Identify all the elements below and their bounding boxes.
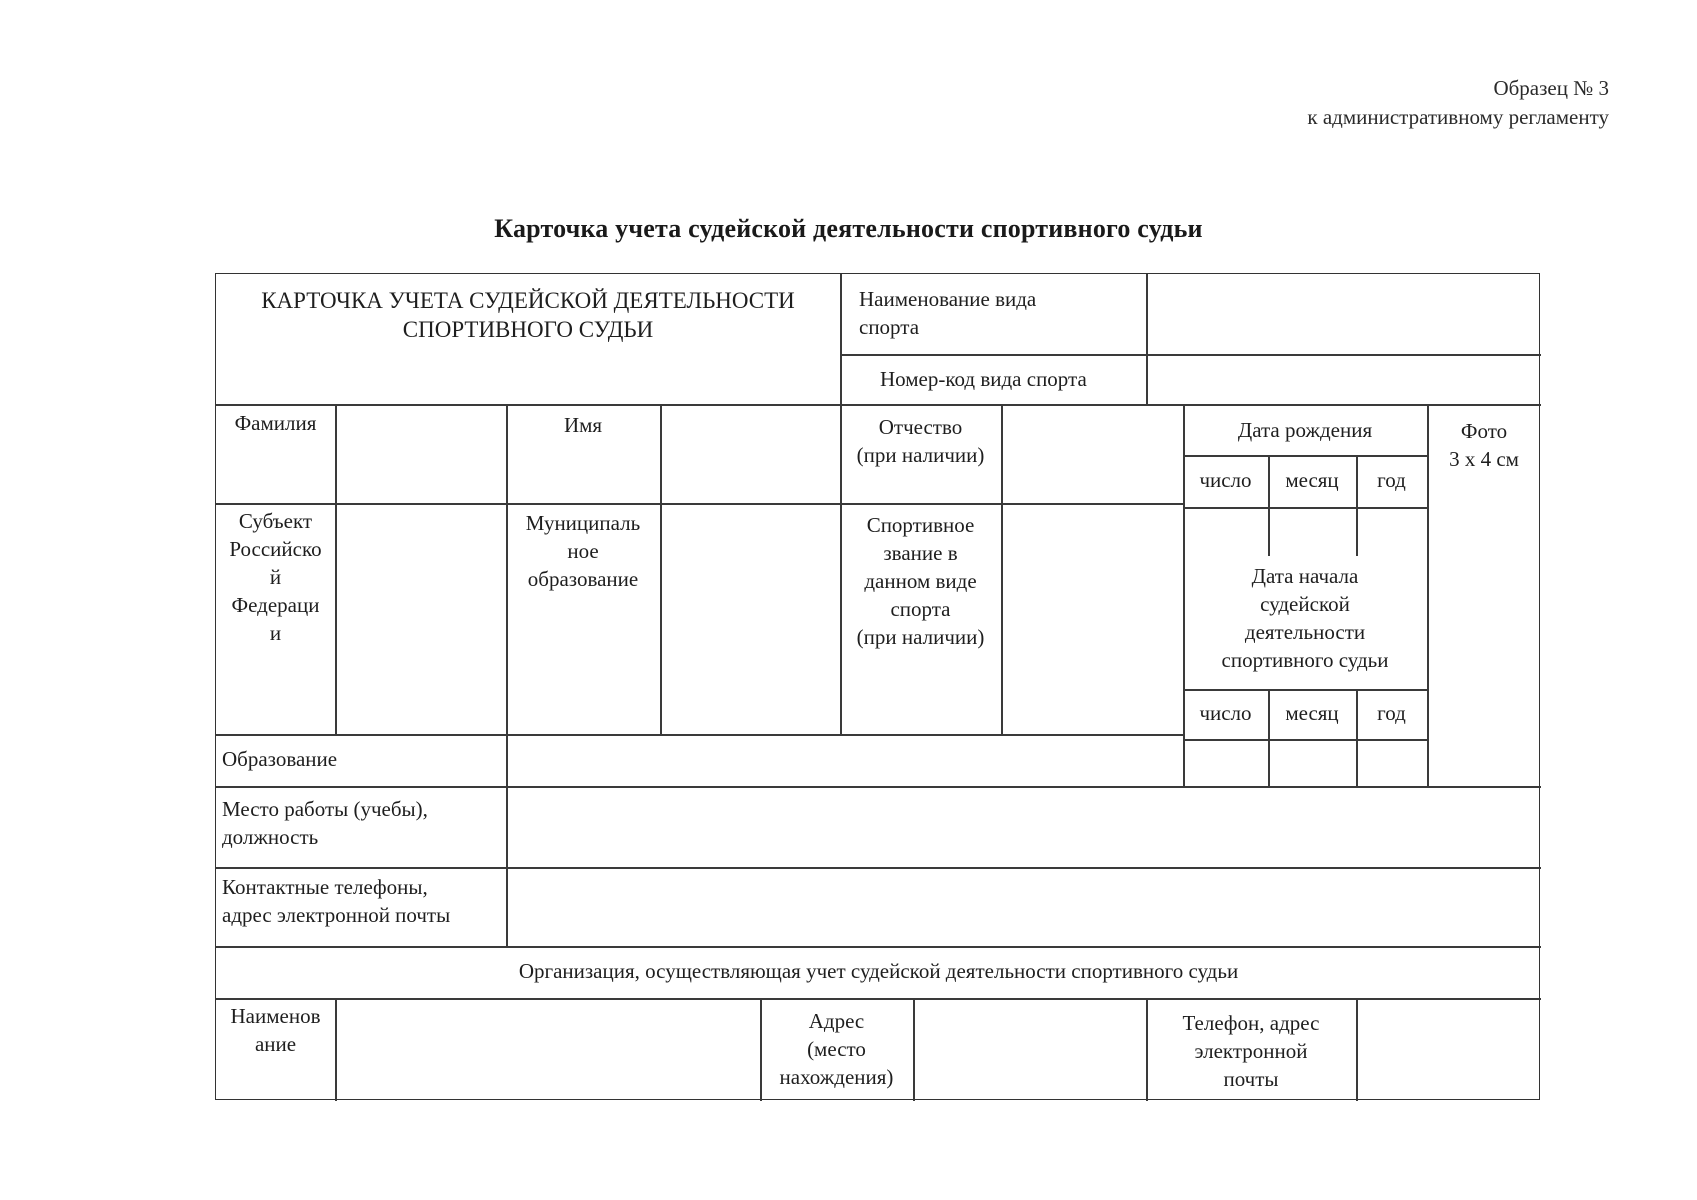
contacts-label: Контактные телефоны, адрес электронной почты [222,875,451,927]
patronymic-label: Отчество (при наличии) [856,415,985,467]
birth-month-label: месяц [1285,468,1339,492]
start-year-label: год [1377,701,1406,725]
surname-field[interactable] [336,405,506,503]
org-name-label: Наименов ание [230,1004,321,1056]
start-year-field[interactable] [1357,740,1427,786]
region-field[interactable] [336,504,506,734]
judge-record-card [215,273,1540,1100]
birth-day-field[interactable] [1184,508,1268,556]
organization-header: Организация, осуществляющая учет судейской деятельности спортивного судьи [518,959,1239,983]
org-name-field[interactable] [336,999,760,1101]
birth-day-label: число [1199,468,1252,492]
birth-year-label: год [1377,468,1406,492]
education-field[interactable] [507,735,1183,786]
start-day-field[interactable] [1184,740,1268,786]
page-title: Карточка учета судейской деятельности спортивного судьи [494,214,1203,243]
card-heading: КАРТОЧКА УЧЕТА СУДЕЙСКОЙ ДЕЯТЕЛЬНОСТИ СПОРТИВНОГО СУДЬИ [261,288,795,342]
sport-name-label: Наименование вида спорта [859,287,1037,339]
org-address-label: Адрес (место нахождения) [779,1009,894,1089]
photo-label: Фото 3 х 4 см [1449,419,1519,471]
municipality-field[interactable] [661,504,840,734]
contacts-field[interactable] [507,868,1541,946]
sport-code-label: Номер-код вида спорта [880,367,1087,391]
sport-rank-label: Спортивное звание в данном виде спорта (при наличии) [856,513,985,649]
start-month-label: месяц [1285,701,1339,725]
start-day-label: число [1199,701,1252,725]
judging-start-date-label: Дата начала судейской деятельности спортивного судьи [1221,564,1389,672]
patronymic-field[interactable] [1002,405,1183,503]
surname-label: Фамилия [234,411,317,435]
sport-code-field[interactable] [1147,355,1541,404]
header-note [1307,74,1609,132]
workplace-field[interactable] [507,787,1541,867]
first-name-label: Имя [563,413,603,437]
workplace-label: Место работы (учебы), должность [222,797,428,849]
appendix-note: к административному регламенту [1307,105,1609,129]
birth-date-label: Дата рождения [1237,418,1373,442]
org-address-field[interactable] [914,999,1146,1101]
sample-number: Образец № 3 [1493,76,1609,100]
education-label: Образование [222,747,338,771]
photo-placeholder[interactable] [1428,474,1541,786]
start-month-field[interactable] [1269,740,1356,786]
org-phone-label: Телефон, адрес электронной почты [1182,1011,1320,1091]
first-name-field[interactable] [661,405,840,503]
birth-month-field[interactable] [1269,508,1356,556]
org-phone-field[interactable] [1357,999,1541,1101]
municipality-label: Муниципаль ное образование [525,511,641,591]
sport-rank-field[interactable] [1002,504,1183,734]
region-label: Субъект Российско й Федераци и [229,509,322,645]
sport-name-field[interactable] [1147,274,1541,354]
birth-year-field[interactable] [1357,508,1427,556]
